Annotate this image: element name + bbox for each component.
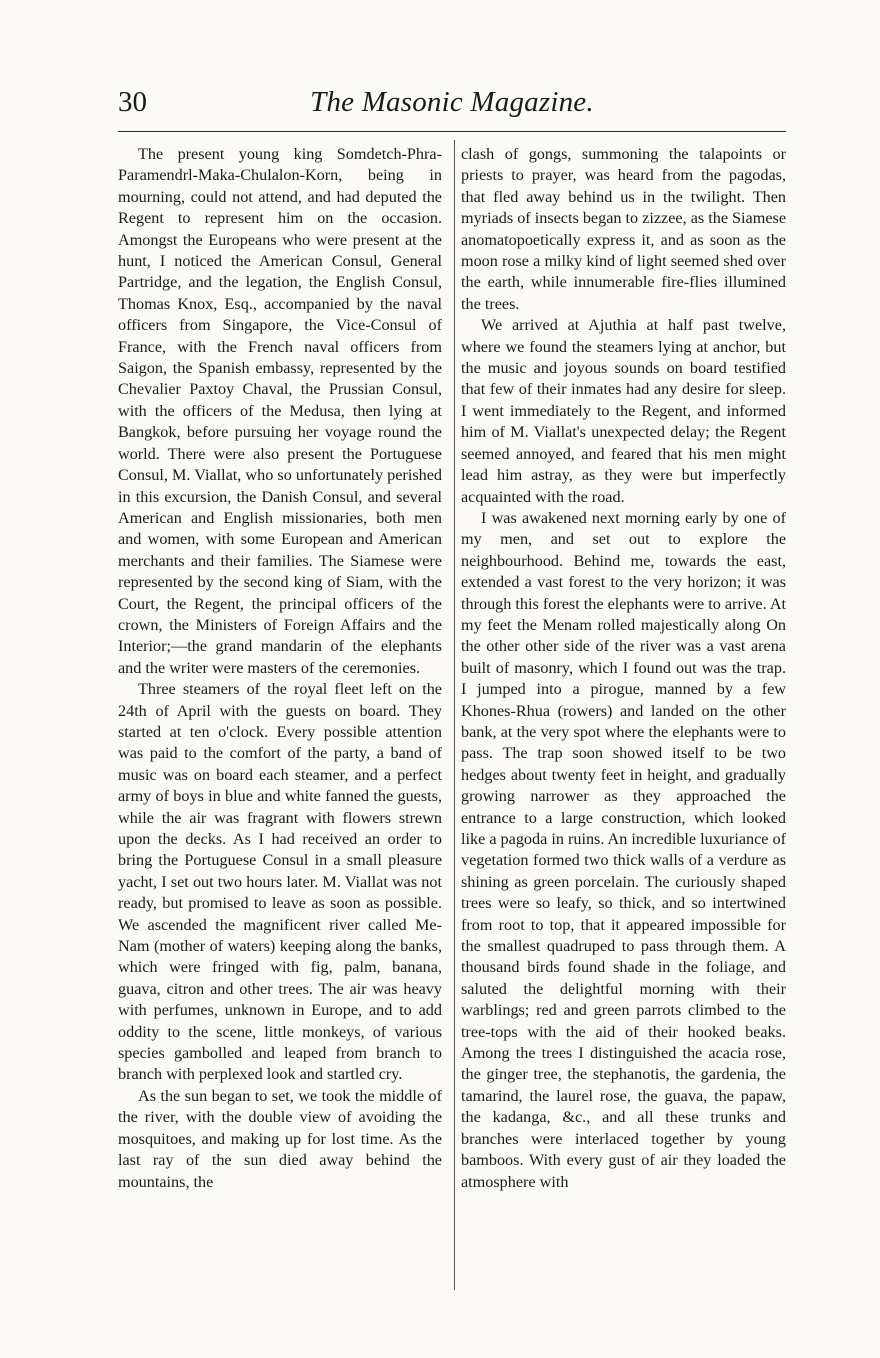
page-number: 30	[118, 86, 147, 118]
paragraph-continuation: clash of gongs, summoning the talapoints or priests to prayer, was heard from the pagodas, that fled away behind us in the twilight. Then myriads of insects began to zizzee, as the Siamese anomatopoetically express it, and as soon as the moon rose a milky kind of light seemed shed over the earth, while innumerable fire-flies illumined the trees.	[461, 145, 786, 313]
page-header	[118, 84, 786, 124]
running-title: The Masonic Magazine.	[310, 86, 594, 118]
left-column	[118, 144, 442, 1294]
paragraph: I was awakened next morning early by one of my men, and set out to explore the neighbourhood. Behind me, towards the east, extended a vast forest to the very horizon; it was through this forest the elephants were to arrive. At my feet the Menam rolled majestically along On the other other side of the river was a vast arena built of masonry, which I found out was the trap. I jumped into a pirogue, manned by a few Khones-Rhua (rowers) and landed on the other bank, at the very spot where the elephants were to pass. The trap soon showed itself to be two hedges about twenty feet in height, and gradually growing narrower as they approached the entrance to a large construction, which looked like a pagoda in ruins. An incredible luxuriance of vegetation formed two thick walls of a verdure as shining as green porcelain. The curiously shaped trees were so leafy, so thick, and so intertwined from root to top, that it appeared impossible for the smallest quadruped to pass through them. A thousand birds found shade in the foliage, and saluted the delightful morning with their warblings; red and green parrots climbed to the tree-tops with the aid of their hooked beaks. Among the trees I distinguished the acacia rose, the ginger tree, the stephanotis, the gardenia, the tamarind, the laurel rose, the guava, the papaw, the kadanga, &c., and all these trunks and branches were interlaced together by young bamboos. With every gust of air they loaded the atmosphere with	[461, 508, 786, 1191]
column-divider	[454, 140, 455, 1290]
right-column	[461, 144, 786, 1294]
paragraph: As the sun began to set, we took the middle of the river, with the double view of avoiding the mosquitoes, and making up for lost time. As the last ray of the sun died away behind the mountains, the	[118, 1086, 442, 1191]
paragraph: We arrived at Ajuthia at half past twelve, where we found the steamers lying at anchor, but the music and joyous sounds on board testified that few of their inmates had any desire for sleep. I went immediately to the Regent, and informed him of M. Viallat's unexpected delay; the Regent seemed annoyed, and feared that his men might lead him astray, as they were but imperfectly acquainted with the road.	[461, 316, 786, 506]
header-rule	[118, 131, 786, 132]
paragraph: Three steamers of the royal fleet left on the 24th of April with the guests on board. They started at ten o'clock. Every possible attention was paid to the comfort of the party, a band of music was on board each steamer, and a perfect army of boys in blue and white fanned the guests, while the air was fragrant with flowers strewn upon the decks. As I had received an order to bring the Portuguese Consul in a small pleasure yacht, I set out two hours later. M. Viallat was not ready, but promised to leave as soon as possible. We ascended the magnificent river called Me-Nam (mother of waters) keeping along the banks, which were fringed with fig, palm, banana, guava, citron and other trees. The air was heavy with perfumes, unknown in Europe, and to add oddity to the scene, little monkeys, of various species gambolled and leaped from branch to branch with perplexed look and startled cry.	[118, 680, 442, 1084]
paragraph: The present young king Somdetch-Phra-Paramendrl-Maka-Chulalon-Korn, being in mourning, could not attend, and had deputed the Regent to represent him on the occasion. Amongst the Europeans who were present at the hunt, I noticed the American Consul, General Partridge, and the legation, the English Consul, Thomas Knox, Esq., accompanied by the naval officers from Singapore, the Vice-Consul of France, with the French naval officers from Saigon, the Spanish embassy, represented by the Chevalier Paxtoy Chaval, the Prussian Consul, with the officers of the Medusa, then lying at Bangkok, before pursuing her voyage round the world. There were also present the Portuguese Consul, M. Viallat, who so unfortunately perished in this excursion, the Danish Consul, and several American and English missionaries, both men and women, with some European and American merchants and their families. The Siamese were represented by the second king of Siam, with the Court, the Regent, the principal officers of the crown, the Ministers of Foreign Affairs and the Interior;—the grand mandarin of the elephants and the writer were masters of the ceremonies.	[118, 145, 442, 677]
